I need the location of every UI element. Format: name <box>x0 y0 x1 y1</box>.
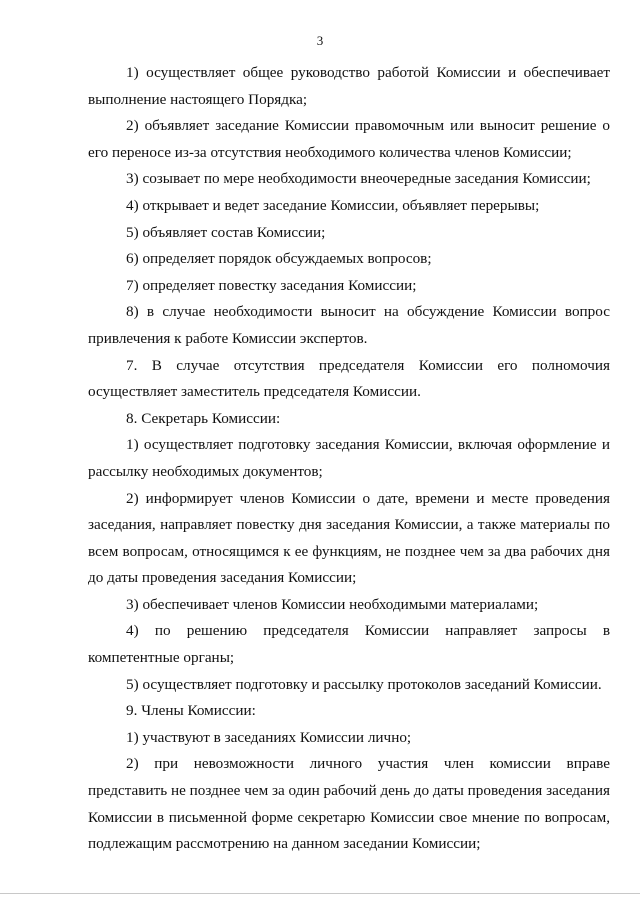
paragraph-9: 7. В случае отсутствия председателя Комиссии его полномочия осуществляет заместитель председателя Комиссии. <box>88 356 610 401</box>
paragraph-14: 4) по решению председателя Комиссии направляет запросы в компетентные органы; <box>88 622 610 667</box>
paragraph-18: 2) при невозможности личного участия член комиссии вправе представить не позднее чем за один рабочий день до даты проведения заседания Комиссии в письменной форме секретарю Комиссии свое мнение по вопросам, подлежащим рассмотрению на данном заседании Комиссии; <box>88 755 610 853</box>
paragraph-10: 8. Секретарь Комиссии: <box>126 409 281 427</box>
paragraph-13: 3) обеспечивает членов Комиссии необходимыми материалами; <box>126 595 539 613</box>
paragraph-17: 1) участвуют в заседаниях Комиссии лично; <box>126 728 412 746</box>
bottom-rule <box>0 893 640 894</box>
paragraph-12: 2) информирует членов Комиссии о дате, времени и месте проведения заседания, направляет повестку дня заседания Комиссии, а также материалы по всем вопросам, относящимся к ее функциям, не позднее чем за два рабочих дня до даты проведения заседания Комиссии; <box>88 489 610 587</box>
paragraph-16: 9. Члены Комиссии: <box>126 702 256 720</box>
paragraph-3: 3) созывает по мере необходимости внеочередные заседания Комиссии; <box>126 170 591 188</box>
paragraph-4: 4) открывает и ведет заседание Комиссии, объявляет перерывы; <box>126 196 540 214</box>
paragraph-6: 6) определяет порядок обсуждаемых вопросов; <box>126 250 432 268</box>
document-body <box>88 60 610 858</box>
paragraph-11: 1) осуществляет подготовку заседания Комиссии, включая оформление и рассылку необходимых документов; <box>88 436 610 480</box>
paragraph-1: 1) осуществляет общее руководство работой Комиссии и обеспечивает выполнение настоящего Порядка; <box>88 64 610 108</box>
paragraph-8: 8) в случае необходимости выносит на обсуждение Комиссии вопрос привлечения к работе Комиссии экспертов. <box>88 303 610 347</box>
paragraph-7: 7) определяет повестку заседания Комиссии; <box>126 276 417 294</box>
paragraph-5: 5) объявляет состав Комиссии; <box>126 223 326 241</box>
paragraph-15: 5) осуществляет подготовку и рассылку протоколов заседаний Комиссии. <box>126 675 602 693</box>
page-number: 3 <box>316 33 324 48</box>
paragraph-2: 2) объявляет заседание Комиссии правомочным или выносит решение о его переносе из-за отсутствия необходимого количества членов Комиссии; <box>88 117 610 161</box>
